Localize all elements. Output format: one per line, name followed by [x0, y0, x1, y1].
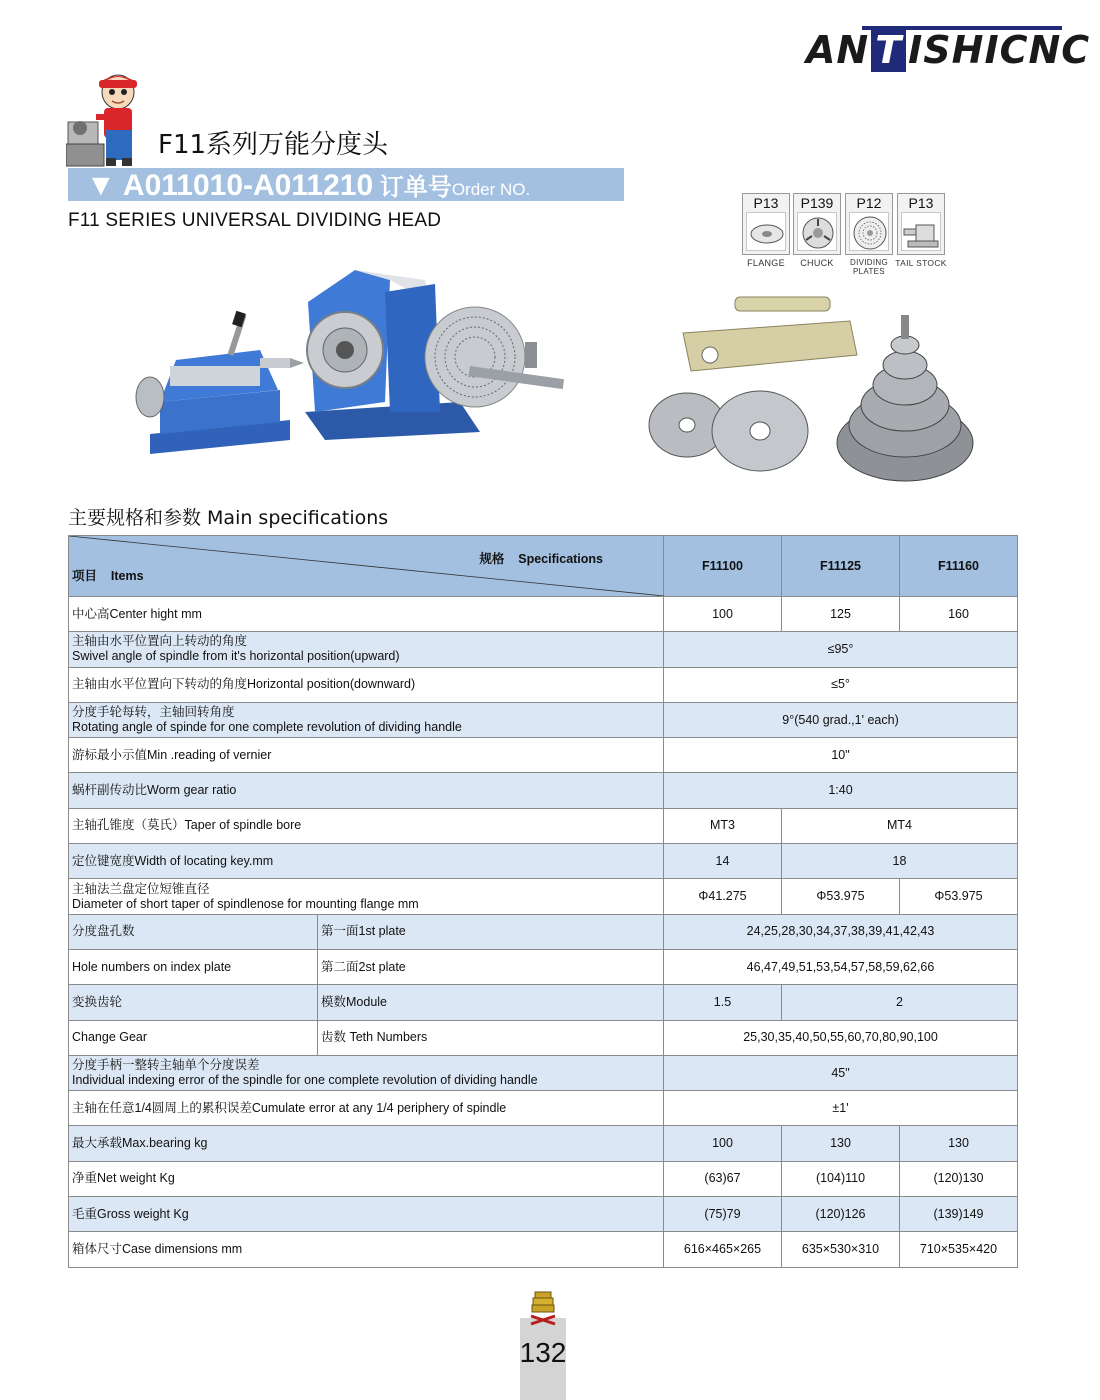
cell-value: 1.5: [664, 985, 782, 1020]
table-row: [69, 1055, 1018, 1090]
cell-value: 100: [664, 1126, 782, 1161]
accessory-chuck: [793, 193, 841, 255]
table-row: [69, 773, 1018, 808]
cell-value: ±1': [664, 1091, 1018, 1126]
table-row: [69, 702, 1018, 737]
cell-value: Φ41.275: [664, 879, 782, 914]
row-sublabel: 齿数 Teth Numbers: [318, 1020, 664, 1055]
accessory-code: P12: [856, 195, 882, 211]
row-sublabel: 第二面2st plate: [318, 949, 664, 984]
accessory-label: TAIL STOCK: [895, 258, 947, 268]
row-label: 箱体尺寸Case dimensions mm: [69, 1232, 664, 1267]
row-label: 蜗杆副传动比Worm gear ratio: [69, 773, 664, 808]
table-row: [69, 1126, 1018, 1161]
row-label: 游标最小示值Min .reading of vernier: [69, 738, 664, 773]
accessory-label: DIVIDING PLATES: [850, 258, 888, 276]
logo-text: AN T ISHICNC: [806, 28, 1091, 72]
cell-value: 616×465×265: [664, 1232, 782, 1267]
cell-value: Φ53.975: [900, 879, 1018, 914]
table-row: [69, 1197, 1018, 1232]
cell-value: 46,47,49,51,53,54,57,58,59,62,66: [664, 949, 1018, 984]
row-label: 主轴在任意1/4圆周上的累积误差Cumulate error at any 1/4 periphery of spindle: [69, 1091, 664, 1126]
header-model: F11100: [664, 536, 782, 597]
header-specifications: 规格 Specifications: [479, 552, 603, 566]
row-label: Change Gear: [69, 1020, 318, 1055]
cell-value: ≤95°: [664, 632, 1018, 667]
row-label: 分度盘孔数: [69, 914, 318, 949]
table-row: [69, 1161, 1018, 1196]
cell-value: 10": [664, 738, 1018, 773]
accessories-photo: [645, 293, 975, 485]
order-number: ▼ A011010-A011210 订单号Order NO.: [86, 169, 531, 202]
row-label: 主轴由水平位置向上转动的角度 Swivel angle of spindle from it's horizontal position(upward): [69, 632, 664, 667]
cell-value: (139)149: [900, 1197, 1018, 1232]
accessory-label: CHUCK: [800, 258, 834, 268]
row-label: 主轴孔锥度（莫氏）Taper of spindle bore: [69, 808, 664, 843]
row-sublabel: 模数Module: [318, 985, 664, 1020]
cell-value: (120)126: [782, 1197, 900, 1232]
table-header-row: [69, 536, 1018, 597]
row-label: 中心高Center hight mm: [69, 597, 664, 632]
cell-value: (104)110: [782, 1161, 900, 1196]
row-label: 分度手轮每转，主轴回转角度 Rotating angle of spinde for one complete revolution of dividing handle: [69, 702, 664, 737]
cell-value: 130: [900, 1126, 1018, 1161]
cell-value: (63)67: [664, 1161, 782, 1196]
row-label: 变换齿轮: [69, 985, 318, 1020]
dividing-head-photo: [130, 262, 570, 467]
table-row: [69, 667, 1018, 702]
cell-value: 710×535×420: [900, 1232, 1018, 1267]
product-title-cn: F11系列万能分度头: [158, 130, 389, 160]
row-label: 分度手柄一整转主轴单个分度误差 Individual indexing error of the spindle for one complete revolution of dividing handle: [69, 1055, 664, 1090]
tail-stock-icon: [901, 212, 941, 251]
chuck-icon: [797, 212, 837, 251]
cell-value: 635×530×310: [782, 1232, 900, 1267]
cell-value: ≤5°: [664, 667, 1018, 702]
accessory-flange: [742, 193, 790, 255]
table-row: [69, 914, 1018, 949]
header-model: F11125: [782, 536, 900, 597]
table-row: [69, 949, 1018, 984]
cell-value: 125: [782, 597, 900, 632]
header-items: 项目 Items: [72, 569, 144, 583]
accessory-dividing-plates: [845, 193, 893, 255]
accessory-code: P139: [800, 195, 834, 211]
cell-value: 160: [900, 597, 1018, 632]
specifications-table: [68, 535, 1018, 1268]
cell-value: 25,30,35,40,50,55,60,70,80,90,100: [664, 1020, 1018, 1055]
table-row: [69, 1232, 1018, 1267]
page-number: 132: [519, 1337, 567, 1368]
row-label: Hole numbers on index plate: [69, 949, 318, 984]
cell-value: (120)130: [900, 1161, 1018, 1196]
cell-value: 2: [782, 985, 1018, 1020]
row-label: 最大承载Max.bearing kg: [69, 1126, 664, 1161]
cell-value: MT4: [782, 808, 1018, 843]
flange-icon: [746, 212, 786, 251]
cell-value: Φ53.975: [782, 879, 900, 914]
gear-stack-icon: [527, 1290, 559, 1326]
cell-value: 24,25,28,30,34,37,38,39,41,42,43: [664, 914, 1018, 949]
table-row: [69, 632, 1018, 667]
accessory-label: FLANGE: [747, 258, 785, 268]
table-row: [69, 597, 1018, 632]
cell-value: 130: [782, 1126, 900, 1161]
accessory-tail-stock: [897, 193, 945, 255]
dividing-plate-icon: [849, 212, 889, 251]
table-row: [69, 879, 1018, 914]
brand-logo: [806, 18, 1091, 72]
cell-value: 14: [664, 844, 782, 879]
mascot-illustration: [66, 70, 146, 170]
row-label: 主轴法兰盘定位短锥直径 Diameter of short taper of spindlenose for mounting flange mm: [69, 879, 664, 914]
cell-value: (75)79: [664, 1197, 782, 1232]
table-row: [69, 1091, 1018, 1126]
table-row: [69, 808, 1018, 843]
cell-value: 18: [782, 844, 1018, 879]
table-row: [69, 844, 1018, 879]
product-title-en: F11 SERIES UNIVERSAL DIVIDING HEAD: [68, 210, 442, 231]
cell-value: 9°(540 grad.,1' each): [664, 702, 1018, 737]
accessory-code: P13: [753, 195, 779, 211]
header-model: F11160: [900, 536, 1018, 597]
row-label: 定位键宽度Width of locating key.mm: [69, 844, 664, 879]
table-row: [69, 985, 1018, 1020]
accessory-code: P13: [908, 195, 934, 211]
row-label: 主轴由水平位置向下转动的角度Horizontal position(downward): [69, 667, 664, 702]
row-sublabel: 第一面1st plate: [318, 914, 664, 949]
row-label: 毛重Gross weight Kg: [69, 1197, 664, 1232]
specifications-heading: 主要规格和参数 Main specifications: [68, 507, 389, 529]
cell-value: MT3: [664, 808, 782, 843]
table-row: [69, 738, 1018, 773]
table-row: [69, 1020, 1018, 1055]
row-label: 净重Net weight Kg: [69, 1161, 664, 1196]
cell-value: 100: [664, 597, 782, 632]
cell-value: 1:40: [664, 773, 1018, 808]
cell-value: 45": [664, 1055, 1018, 1090]
header-items-specs: [69, 536, 664, 597]
